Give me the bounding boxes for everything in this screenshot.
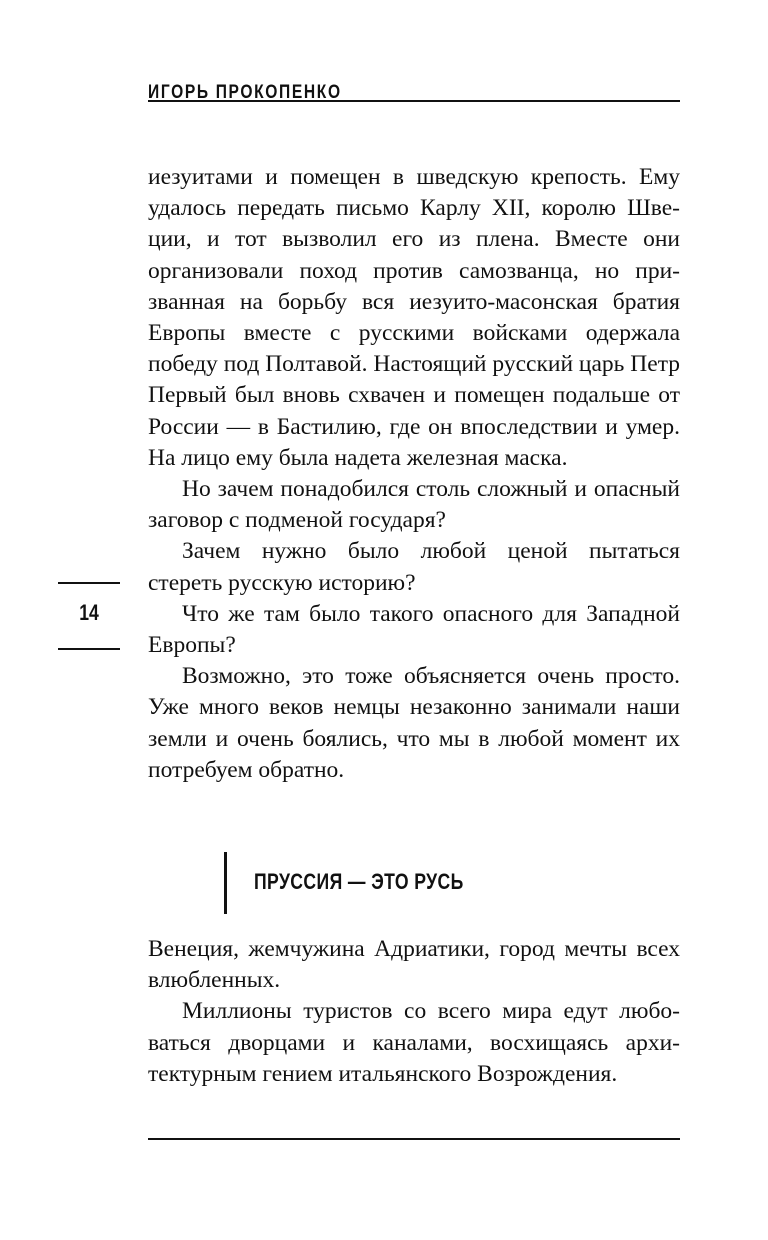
body-text-top	[148, 162, 680, 786]
header-rule	[148, 100, 680, 102]
section-heading: ПРУССИЯ — ЭТО РУСЬ	[254, 869, 464, 894]
paragraph: Зачем нужно было любой ценой пытаться стереть русскую историю?	[148, 538, 680, 596]
page-number-rule-top	[58, 582, 120, 584]
paragraph: Возможно, это тоже объясняется очень просто. Уже много веков немцы незаконно занимали наши земли и очень боялись, что мы в любой момент их потребуем обратно.	[148, 663, 680, 783]
paragraph: Что же там было такого опасного для Западной Европы?	[148, 600, 680, 659]
running-header-author: ИГОРЬ ПРОКОПЕНКО	[148, 82, 342, 103]
section-heading-bar	[224, 852, 227, 914]
footer-rule	[148, 1138, 680, 1140]
body-text-bottom	[148, 934, 680, 1090]
paragraph: Миллионы туристов со всего мира едут любоваться дворцами и каналами, восхищаясь архитектурным гением итальянского Возрождения.	[148, 998, 680, 1087]
paragraph: Венеция, жемчужина Адриатики, город мечты всех влюбленных.	[148, 936, 680, 994]
page-number-rule-bottom	[58, 648, 120, 650]
page-number: 14	[79, 600, 99, 625]
paragraph: Но зачем понадобился столь сложный и опасный заговор с подменой государя?	[148, 476, 680, 534]
paragraph: иезуитами и помещен в шведскую крепость. Ему удалось передать письмо Карлу XII, королю Швеции, и тот вызволил его из плена. Вместе они организовали поход против самозванца, но призванная на борьбу вся иезуито-масонская братия Европы вместе с русскими войсками одержала победу под Полтавой. Настоящий русский царь Петр Первый был вновь схвачен и помещен подальше от России — в Бастилию, где он впоследствии и умер. На лицо ему была надета железная маска.	[148, 164, 680, 471]
